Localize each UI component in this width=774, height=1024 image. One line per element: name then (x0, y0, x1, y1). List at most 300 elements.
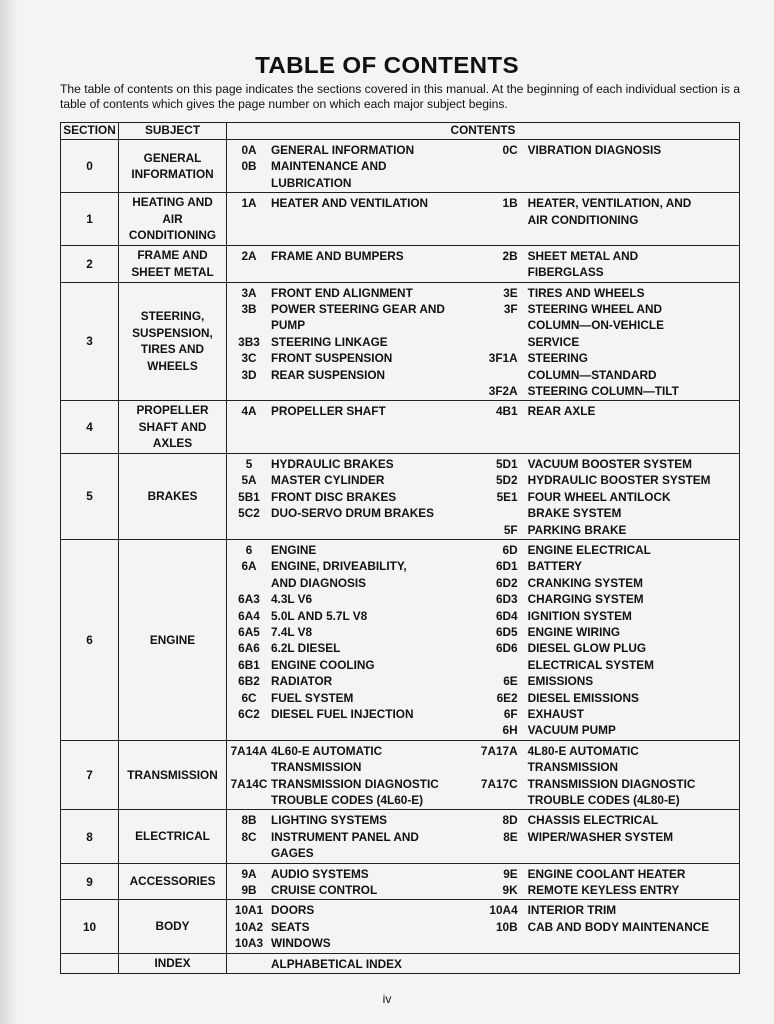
entry-code: 1B (502, 196, 518, 211)
entry-title: DIESEL FUEL INJECTION (271, 706, 414, 721)
list-item (468, 212, 739, 228)
entry-title: VIBRATION DIAGNOSIS (527, 143, 662, 157)
list-item (468, 285, 739, 301)
subject-line: GENERAL (143, 150, 202, 165)
entry-code: 9K (502, 883, 518, 898)
entry-code: 7A14A (230, 743, 268, 758)
list-item (468, 812, 739, 828)
entry-title: FRAME AND BUMPERS (271, 248, 404, 263)
contents-column-right (468, 248, 739, 281)
list-item (468, 608, 739, 624)
entry-title: ALPHABETICAL INDEX (271, 956, 402, 971)
entry-code: 10A3 (234, 936, 264, 951)
entry-code: 6A5 (238, 624, 260, 639)
entry-title: ENGINE ELECTRICAL (527, 542, 651, 557)
entry-title: 6.2L DIESEL (271, 641, 341, 656)
entry-title: MAINTENANCE AND (271, 159, 387, 174)
entry-title: ELECTRICAL SYSTEM (527, 657, 654, 672)
list-item (227, 956, 468, 972)
subject-line: INFORMATION (131, 167, 214, 182)
intro-paragraph: The table of contents on this page indicates the sections covered in this manual. At the beginning of each individual section is a table of contents which gives the page number on which each major subject begins. (60, 82, 740, 111)
entry-code: 6D4 (495, 608, 518, 623)
list-item (227, 575, 468, 591)
entry-title: CAB AND BODY MAINTENANCE (527, 919, 710, 934)
entry-title: ENGINE WIRING (527, 624, 621, 639)
subject-line: ELECTRICAL (135, 829, 210, 844)
entry-code (227, 792, 271, 808)
list-item (468, 317, 739, 333)
entry-code: 8D (502, 813, 518, 828)
entry-title: INSTRUMENT PANEL AND (271, 829, 419, 844)
list-item (227, 812, 468, 828)
entry-code (227, 317, 271, 333)
subject-line: HEATING AND (132, 195, 213, 210)
contents-column-left (227, 248, 468, 281)
entry-title: GAGES (271, 846, 314, 861)
page-edge-shadow (0, 0, 18, 1024)
list-item (468, 640, 739, 656)
entry-title: AUDIO SYSTEMS (271, 866, 369, 881)
entry-code: 10B (495, 919, 518, 934)
list-item (227, 195, 468, 211)
subject-line: ACCESSORIES (129, 874, 216, 889)
entry-code (227, 845, 271, 861)
list-item (468, 759, 739, 775)
entry-code: 0B (241, 159, 257, 174)
section-number: 5 (61, 453, 119, 539)
entry-title: MASTER CYLINDER (271, 473, 385, 488)
list-item (227, 489, 468, 505)
list-item (468, 264, 739, 280)
subject-line: INDEX (154, 956, 191, 971)
list-item (227, 301, 468, 317)
entry-title: PARKING BRAKE (527, 522, 627, 537)
entry-code: 9E (503, 866, 518, 881)
list-item (227, 829, 468, 845)
list-item (227, 866, 468, 882)
entry-code: 9A (241, 866, 257, 881)
entry-title: STEERING LINKAGE (271, 334, 388, 349)
entry-code: 3A (241, 285, 257, 300)
list-item (227, 673, 468, 689)
entry-title: FRONT END ALIGNMENT (271, 285, 413, 300)
entry-title: STEERING (527, 351, 588, 366)
entry-code: 3C (241, 351, 257, 366)
list-item (227, 558, 468, 574)
table-row (61, 193, 740, 246)
list-item (468, 706, 739, 722)
list-item (227, 350, 468, 366)
entry-title: LIGHTING SYSTEMS (271, 813, 388, 828)
table-row (61, 900, 740, 953)
subject-cell (119, 245, 227, 282)
entry-code (468, 505, 528, 521)
contents-column-left (227, 142, 468, 191)
entry-title: LUBRICATION (271, 175, 352, 190)
contents-column-left (227, 956, 468, 972)
list-item (227, 334, 468, 350)
entry-title: FIBERGLASS (527, 265, 604, 280)
subject-cell (119, 401, 227, 454)
entry-code: 6H (502, 723, 518, 738)
entry-code: 6D5 (495, 624, 518, 639)
subject-line: AIR (162, 211, 183, 226)
list-item (468, 657, 739, 673)
subject-line: SUSPENSION, (132, 325, 213, 340)
contents-column-left (227, 456, 468, 538)
table-row (61, 453, 740, 539)
entry-title: AIR CONDITIONING (527, 212, 639, 227)
contents-cell (227, 193, 740, 246)
entry-title: POWER STEERING GEAR AND (271, 301, 445, 316)
contents-column-right (468, 956, 739, 972)
contents-column-right (468, 403, 739, 419)
entry-code: 6D2 (495, 575, 518, 590)
entry-code: 8E (503, 829, 518, 844)
entry-title: SEATS (271, 919, 310, 934)
list-item (468, 403, 739, 419)
entry-code: 3F1A (488, 351, 518, 366)
entry-code: 2B (502, 248, 518, 263)
entry-code: 2A (241, 248, 257, 263)
header-section: SECTION (61, 123, 119, 140)
contents-cell (227, 282, 740, 401)
contents-column-right (468, 812, 739, 861)
entry-title: EXHAUST (527, 706, 584, 721)
table-body (61, 140, 740, 974)
list-item (468, 722, 739, 738)
subject-cell (119, 193, 227, 246)
contents-column-left (227, 403, 468, 419)
list-item (468, 829, 739, 845)
entry-code: 5D2 (495, 473, 518, 488)
entry-code (468, 334, 528, 350)
entry-title: HEATER AND VENTILATION (271, 196, 429, 211)
table-row (61, 863, 740, 900)
subject-cell (119, 453, 227, 539)
entry-title: FRONT SUSPENSION (271, 351, 393, 366)
list-item (227, 902, 468, 918)
table-row (61, 810, 740, 863)
subject-line: SHAFT AND (138, 419, 207, 434)
list-item (227, 690, 468, 706)
table-header-row (61, 123, 740, 140)
contents-cell (227, 401, 740, 454)
list-item (468, 334, 739, 350)
entry-code: 5 (245, 456, 253, 471)
entry-code: 6A4 (238, 608, 260, 623)
contents-cell (227, 810, 740, 863)
entry-title: TROUBLE CODES (4L60-E) (271, 793, 424, 807)
list-item (227, 285, 468, 301)
list-item (227, 759, 468, 775)
entry-code (468, 264, 528, 280)
entry-code: 5B1 (238, 489, 260, 504)
entry-title: HYDRAULIC BOOSTER SYSTEM (527, 473, 711, 488)
list-item (468, 575, 739, 591)
list-item (227, 142, 468, 158)
contents-column-right (468, 285, 739, 400)
contents-column-left (227, 812, 468, 861)
section-number: 1 (61, 193, 119, 246)
subject-line: SHEET METAL (131, 264, 214, 279)
entry-title: ENGINE COOLANT HEATER (527, 866, 686, 881)
section-number: 8 (61, 810, 119, 863)
list-item (468, 505, 739, 521)
entry-title: FUEL SYSTEM (271, 690, 354, 705)
entry-code: 4A (241, 404, 257, 419)
subject-line: FRAME AND (137, 248, 208, 263)
subject-cell (119, 140, 227, 193)
list-item (468, 472, 739, 488)
subject-line: TIRES AND (140, 342, 205, 357)
entry-title: ENGINE (271, 542, 317, 557)
entry-title: STEERING COLUMN—TILT (527, 383, 679, 398)
contents-cell (227, 453, 740, 539)
subject-line: AXLES (152, 436, 193, 451)
contents-cell (227, 140, 740, 193)
contents-column-right (468, 456, 739, 538)
section-number: 10 (61, 900, 119, 953)
table-row (61, 282, 740, 401)
contents-cell (227, 245, 740, 282)
entry-code: 6E (503, 674, 518, 689)
entry-title: COLUMN—ON-VEHICLE (527, 318, 664, 333)
section-number: 7 (61, 740, 119, 810)
entry-title: WIPER/WASHER SYSTEM (527, 829, 674, 844)
subject-cell (119, 282, 227, 401)
subject-cell (119, 953, 227, 973)
entry-title: ENGINE, DRIVEABILITY, (271, 559, 407, 574)
entry-code: 10A1 (234, 903, 264, 918)
list-item (227, 248, 468, 264)
list-item (227, 608, 468, 624)
entry-code: 6D6 (495, 641, 518, 656)
list-item (227, 882, 468, 898)
entry-code: 5D1 (495, 456, 518, 471)
table-row (61, 740, 740, 810)
entry-code: 3F2A (488, 383, 518, 398)
entry-code: 6B1 (238, 657, 260, 672)
entry-title: SERVICE (527, 334, 580, 349)
contents-cell (227, 900, 740, 953)
list-item (227, 792, 468, 808)
contents-column-right (468, 195, 739, 228)
entry-title: 5.0L AND 5.7L V8 (271, 608, 368, 623)
entry-title: 7.4L V8 (271, 624, 313, 639)
entry-title: SHEET METAL AND (527, 248, 639, 263)
entry-code (468, 367, 528, 383)
entry-code (468, 792, 528, 808)
entry-code: 10A2 (234, 919, 264, 934)
contents-column-left (227, 285, 468, 400)
entry-title: WINDOWS (271, 936, 331, 951)
entry-title: REMOTE KEYLESS ENTRY (527, 883, 680, 898)
entry-title: DIESEL EMISSIONS (527, 690, 639, 705)
entry-title: GENERAL INFORMATION (271, 143, 415, 157)
section-number: 6 (61, 539, 119, 740)
contents-cell (227, 539, 740, 740)
list-item (227, 640, 468, 656)
list-item (227, 919, 468, 935)
entry-title: FOUR WHEEL ANTILOCK (527, 489, 671, 504)
contents-column-left (227, 743, 468, 809)
list-item (468, 350, 739, 366)
list-item (227, 317, 468, 333)
list-item (468, 248, 739, 264)
list-item (227, 542, 468, 558)
subject-line: WHEELS (147, 358, 198, 373)
list-item (468, 367, 739, 383)
entry-title: TIRES AND WHEELS (527, 285, 645, 300)
entry-code: 8C (241, 829, 257, 844)
entry-title: CHARGING SYSTEM (527, 592, 644, 607)
entry-code: 6A6 (238, 641, 260, 656)
entry-title: REAR SUSPENSION (271, 367, 386, 382)
list-item (468, 383, 739, 399)
list-item (227, 657, 468, 673)
contents-column-right (468, 542, 739, 739)
entry-code: 6D3 (495, 592, 518, 607)
entry-code: 3F (503, 301, 518, 316)
table-row (61, 140, 740, 193)
list-item (468, 522, 739, 538)
subject-cell (119, 740, 227, 810)
entry-code: 10A4 (489, 903, 518, 918)
contents-column-left (227, 195, 468, 228)
entry-code: 5A (241, 473, 257, 488)
contents-cell (227, 740, 740, 810)
list-item (227, 367, 468, 383)
entry-title: RADIATOR (271, 674, 333, 689)
entry-title: EMISSIONS (527, 674, 594, 689)
list-item (468, 456, 739, 472)
list-item (468, 591, 739, 607)
entry-code (227, 956, 271, 972)
list-item (468, 690, 739, 706)
entry-code: 7A14C (230, 776, 268, 791)
entry-code: 6C (241, 690, 257, 705)
entry-title: COLUMN—STANDARD (527, 367, 657, 382)
entry-title: TROUBLE CODES (4L80-E) (527, 793, 680, 807)
entry-code: 6A3 (238, 592, 260, 607)
entry-title: CRANKING SYSTEM (527, 575, 643, 590)
subject-cell (119, 900, 227, 953)
entry-title: HEATER, VENTILATION, AND (527, 196, 692, 211)
entry-title: TRANSMISSION DIAGNOSTIC (527, 776, 696, 791)
entry-code (468, 317, 528, 333)
subject-cell (119, 539, 227, 740)
contents-column-right (468, 142, 739, 191)
entry-code: 1A (241, 196, 257, 211)
entry-code (468, 212, 528, 228)
entry-code (227, 575, 271, 591)
list-item (227, 403, 468, 419)
contents-column-left (227, 542, 468, 739)
table-row (61, 401, 740, 454)
list-item (227, 591, 468, 607)
entry-title: VACUUM BOOSTER SYSTEM (527, 456, 692, 471)
header-subject: SUBJECT (119, 123, 227, 140)
list-item (468, 558, 739, 574)
subject-line: BRAKES (147, 489, 198, 504)
list-item (468, 195, 739, 211)
entry-title: TRANSMISSION (271, 760, 362, 775)
entry-title: 4L80-E AUTOMATIC (527, 743, 639, 758)
list-item (227, 505, 468, 521)
entry-code: 3B3 (238, 334, 260, 349)
entry-title: ENGINE COOLING (271, 657, 375, 672)
entry-code: 5F (503, 522, 518, 537)
entry-code: 9B (241, 883, 257, 898)
contents-column-right (468, 902, 739, 951)
entry-title: HYDRAULIC BRAKES (271, 456, 394, 471)
list-item (468, 882, 739, 898)
entry-code: 8B (241, 813, 257, 828)
subject-line: PROPELLER (136, 403, 209, 418)
entry-code: 6A (241, 559, 257, 574)
section-number (61, 953, 119, 973)
section-number: 9 (61, 863, 119, 900)
entry-code: 6D1 (495, 559, 518, 574)
list-item (468, 919, 739, 935)
entry-title: REAR AXLE (527, 404, 596, 419)
entry-code: 5E1 (496, 489, 518, 504)
contents-column-right (468, 866, 739, 899)
entry-code (227, 759, 271, 775)
section-number: 0 (61, 140, 119, 193)
entry-title: IGNITION SYSTEM (527, 608, 632, 623)
subject-line: STEERING, (140, 309, 205, 324)
subject-line: ENGINE (149, 632, 196, 647)
page-number: iv (382, 992, 392, 1006)
entry-title: VACUUM PUMP (527, 723, 616, 738)
entry-code: 7A17A (480, 743, 518, 758)
list-item (227, 175, 468, 191)
entry-title: BATTERY (527, 559, 583, 574)
entry-title: TRANSMISSION (527, 760, 619, 775)
entry-title: PUMP (271, 318, 306, 333)
list-item (468, 624, 739, 640)
page-title: TABLE OF CONTENTS (255, 52, 519, 78)
entry-code: 0A (241, 143, 257, 157)
list-item (468, 542, 739, 558)
entry-code: 6F (503, 706, 518, 721)
subject-line: BODY (155, 919, 190, 934)
subject-line: CONDITIONING (128, 228, 217, 243)
entry-code: 6E2 (496, 690, 518, 705)
entry-title: STEERING WHEEL AND (527, 301, 662, 316)
section-number: 4 (61, 401, 119, 454)
entry-code (468, 657, 528, 673)
list-item (468, 673, 739, 689)
entry-title: DUO-SERVO DRUM BRAKES (271, 506, 434, 521)
list-item (227, 456, 468, 472)
contents-column-left (227, 866, 468, 899)
subject-cell (119, 863, 227, 900)
list-item (227, 706, 468, 722)
entry-title: TRANSMISSION DIAGNOSTIC (271, 776, 439, 791)
entry-code: 6C2 (238, 706, 260, 721)
contents-column-left (227, 902, 468, 951)
list-item (468, 743, 739, 759)
list-item (227, 845, 468, 861)
entry-title: BRAKE SYSTEM (527, 506, 622, 521)
list-item (468, 792, 739, 808)
entry-code: 6 (245, 542, 253, 557)
entry-title: INTERIOR TRIM (527, 903, 617, 918)
list-item (468, 489, 739, 505)
